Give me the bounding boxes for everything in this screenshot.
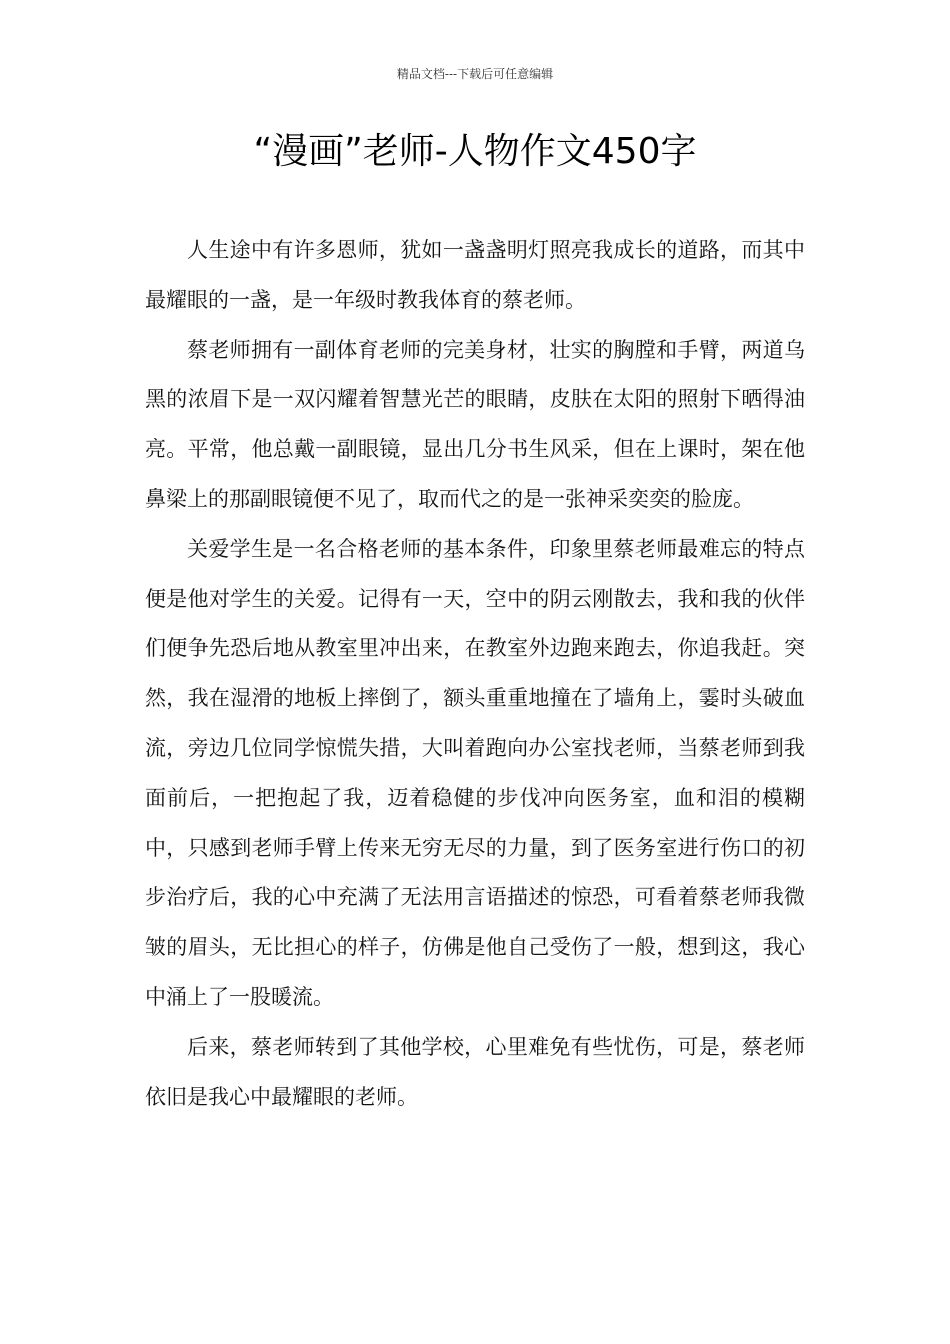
paragraph-1: 人生途中有许多恩师，犹如一盏盏明灯照亮我成长的道路，而其中最耀眼的一盏，是一年级时教我体育的蔡老师。 [145, 238, 805, 312]
page-header: 精品文档---下载后可任意编辑 [396, 67, 554, 81]
document-title: “漫画”老师-人物作文450字 [253, 131, 697, 172]
paragraph-2: 蔡老师拥有一副体育老师的完美身材，壮实的胸膛和手臂，两道乌黑的浓眉下是一双闪耀着智慧光芒的眼睛，皮肤在太阳的照射下晒得油亮。平常，他总戴一副眼镜，显出几分书生风采，但在上课时，架在他鼻梁上的那副眼镜便不见了，取而代之的是一张神采奕奕的脸庞。 [145, 337, 805, 511]
document-body [145, 226, 805, 1122]
paragraph-3: 关爱学生是一名合格老师的基本条件，印象里蔡老师最难忘的特点便是他对学生的关爱。记得有一天，空中的阴云刚散去，我和我的伙伴们便争先恐后地从教室里冲出来，在教室外边跑来跑去，你追我赶。突然，我在湿滑的地板上摔倒了，额头重重地撞在了墙角上，霎时头破血流，旁边几位同学惊慌失措，大叫着跑向办公室找老师，当蔡老师到我面前后，一把抱起了我，迈着稳健的步伐冲向医务室，血和泪的模糊中，只感到老师手臂上传来无穷无尽的力量，到了医务室进行伤口的初步治疗后，我的心中充满了无法用言语描述的惊恐，可看着蔡老师我微皱的眉头，无比担心的样子，仿佛是他自己受伤了一般，想到这，我心中涌上了一股暖流。 [145, 536, 805, 1009]
paragraph-4: 后来，蔡老师转到了其他学校，心里难免有些忧伤，可是，蔡老师依旧是我心中最耀眼的老师。 [145, 1034, 805, 1109]
